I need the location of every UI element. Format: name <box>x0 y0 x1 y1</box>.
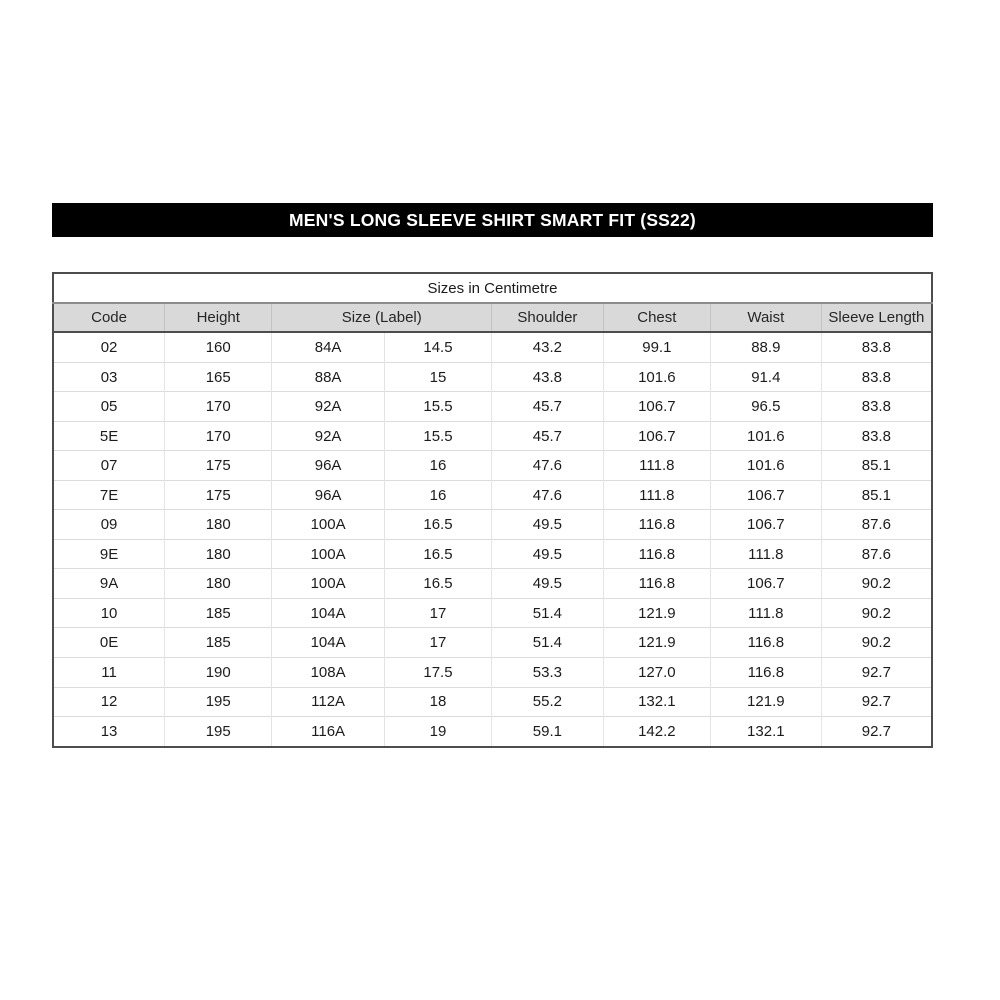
table-cell: 116.8 <box>710 628 821 658</box>
table-cell: 88.9 <box>710 332 821 362</box>
table-cell: 51.4 <box>492 598 604 628</box>
table-row <box>53 451 932 481</box>
table-row <box>53 628 932 658</box>
table-cell: 16 <box>384 451 491 481</box>
table-cell: 85.1 <box>821 480 932 510</box>
table-cell: 180 <box>165 510 272 540</box>
table-row <box>53 539 932 569</box>
table-cell: 106.7 <box>710 510 821 540</box>
table-cell: 03 <box>53 362 165 392</box>
table-cell: 83.8 <box>821 392 932 422</box>
table-cell: 106.7 <box>603 392 710 422</box>
table-cell: 10 <box>53 598 165 628</box>
table-cell: 170 <box>165 421 272 451</box>
table-cell: 83.8 <box>821 421 932 451</box>
table-cell: 100A <box>272 510 385 540</box>
table-cell: 111.8 <box>603 451 710 481</box>
column-header-sleeve-length: Sleeve Length <box>821 303 932 332</box>
table-row <box>53 362 932 392</box>
column-header-chest: Chest <box>603 303 710 332</box>
table-cell: 45.7 <box>492 392 604 422</box>
table-cell: 15.5 <box>384 392 491 422</box>
table-cell: 83.8 <box>821 362 932 392</box>
table-cell: 49.5 <box>492 569 604 599</box>
table-cell: 16.5 <box>384 569 491 599</box>
table-cell: 101.6 <box>710 421 821 451</box>
table-cell: 180 <box>165 569 272 599</box>
table-cell: 111.8 <box>710 539 821 569</box>
table-caption: Sizes in Centimetre <box>53 273 932 303</box>
table-cell: 13 <box>53 717 165 747</box>
table-cell: 175 <box>165 451 272 481</box>
column-header-code: Code <box>53 303 165 332</box>
table-cell: 16.5 <box>384 539 491 569</box>
table-cell: 90.2 <box>821 598 932 628</box>
table-cell: 121.9 <box>603 628 710 658</box>
table-cell: 108A <box>272 658 385 688</box>
table-cell: 9A <box>53 569 165 599</box>
table-cell: 53.3 <box>492 658 604 688</box>
table-cell: 49.5 <box>492 539 604 569</box>
table-cell: 49.5 <box>492 510 604 540</box>
table-cell: 92A <box>272 392 385 422</box>
table-cell: 106.7 <box>710 569 821 599</box>
table-cell: 0E <box>53 628 165 658</box>
column-header-waist: Waist <box>710 303 821 332</box>
table-cell: 59.1 <box>492 717 604 747</box>
table-cell: 09 <box>53 510 165 540</box>
table-cell: 17 <box>384 628 491 658</box>
table-cell: 92A <box>272 421 385 451</box>
table-cell: 112A <box>272 687 385 717</box>
table-caption-row <box>53 273 932 303</box>
table-cell: 111.8 <box>710 598 821 628</box>
table-cell: 127.0 <box>603 658 710 688</box>
table-cell: 91.4 <box>710 362 821 392</box>
table-cell: 19 <box>384 717 491 747</box>
table-cell: 47.6 <box>492 451 604 481</box>
table-cell: 175 <box>165 480 272 510</box>
table-cell: 43.8 <box>492 362 604 392</box>
column-header-height: Height <box>165 303 272 332</box>
table-cell: 17.5 <box>384 658 491 688</box>
table-cell: 92.7 <box>821 687 932 717</box>
table-cell: 104A <box>272 628 385 658</box>
table-cell: 18 <box>384 687 491 717</box>
table-cell: 88A <box>272 362 385 392</box>
table-row <box>53 569 932 599</box>
table-cell: 85.1 <box>821 451 932 481</box>
table-cell: 92.7 <box>821 658 932 688</box>
table-cell: 83.8 <box>821 332 932 362</box>
size-chart-container <box>52 272 933 748</box>
table-cell: 9E <box>53 539 165 569</box>
table-cell: 190 <box>165 658 272 688</box>
table-cell: 160 <box>165 332 272 362</box>
table-cell: 100A <box>272 539 385 569</box>
table-cell: 116.8 <box>710 658 821 688</box>
table-cell: 15 <box>384 362 491 392</box>
table-cell: 100A <box>272 569 385 599</box>
table-cell: 16.5 <box>384 510 491 540</box>
table-cell: 106.7 <box>710 480 821 510</box>
table-cell: 96A <box>272 451 385 481</box>
table-cell: 47.6 <box>492 480 604 510</box>
table-row <box>53 717 932 747</box>
table-cell: 121.9 <box>710 687 821 717</box>
table-cell: 17 <box>384 598 491 628</box>
table-row <box>53 421 932 451</box>
table-cell: 87.6 <box>821 539 932 569</box>
table-row <box>53 392 932 422</box>
table-cell: 51.4 <box>492 628 604 658</box>
table-cell: 121.9 <box>603 598 710 628</box>
table-cell: 96A <box>272 480 385 510</box>
table-cell: 99.1 <box>603 332 710 362</box>
table-cell: 106.7 <box>603 421 710 451</box>
table-cell: 92.7 <box>821 717 932 747</box>
table-cell: 96.5 <box>710 392 821 422</box>
table-cell: 116.8 <box>603 510 710 540</box>
column-header-shoulder: Shoulder <box>492 303 604 332</box>
table-cell: 15.5 <box>384 421 491 451</box>
table-cell: 116.8 <box>603 569 710 599</box>
table-cell: 170 <box>165 392 272 422</box>
table-cell: 84A <box>272 332 385 362</box>
table-cell: 142.2 <box>603 717 710 747</box>
table-cell: 101.6 <box>603 362 710 392</box>
table-cell: 104A <box>272 598 385 628</box>
table-cell: 12 <box>53 687 165 717</box>
table-cell: 185 <box>165 598 272 628</box>
title-banner <box>52 203 933 237</box>
table-row <box>53 510 932 540</box>
table-cell: 185 <box>165 628 272 658</box>
table-cell: 7E <box>53 480 165 510</box>
table-cell: 116A <box>272 717 385 747</box>
table-cell: 5E <box>53 421 165 451</box>
table-cell: 45.7 <box>492 421 604 451</box>
column-header-size-label: Size (Label) <box>272 303 492 332</box>
table-header-row <box>53 303 932 332</box>
table-cell: 132.1 <box>603 687 710 717</box>
table-cell: 11 <box>53 658 165 688</box>
table-cell: 195 <box>165 687 272 717</box>
table-cell: 14.5 <box>384 332 491 362</box>
table-cell: 165 <box>165 362 272 392</box>
table-cell: 101.6 <box>710 451 821 481</box>
size-chart-table <box>52 272 933 748</box>
table-cell: 116.8 <box>603 539 710 569</box>
page-title: MEN'S LONG SLEEVE SHIRT SMART FIT (SS22) <box>289 209 696 230</box>
table-cell: 180 <box>165 539 272 569</box>
table-cell: 43.2 <box>492 332 604 362</box>
table-row <box>53 598 932 628</box>
table-cell: 07 <box>53 451 165 481</box>
table-cell: 16 <box>384 480 491 510</box>
table-cell: 90.2 <box>821 628 932 658</box>
table-row <box>53 480 932 510</box>
table-cell: 132.1 <box>710 717 821 747</box>
table-cell: 05 <box>53 392 165 422</box>
table-row <box>53 332 932 362</box>
table-cell: 90.2 <box>821 569 932 599</box>
table-cell: 195 <box>165 717 272 747</box>
table-cell: 02 <box>53 332 165 362</box>
table-row <box>53 687 932 717</box>
table-cell: 55.2 <box>492 687 604 717</box>
table-row <box>53 658 932 688</box>
table-cell: 87.6 <box>821 510 932 540</box>
table-body <box>53 332 932 747</box>
table-cell: 111.8 <box>603 480 710 510</box>
